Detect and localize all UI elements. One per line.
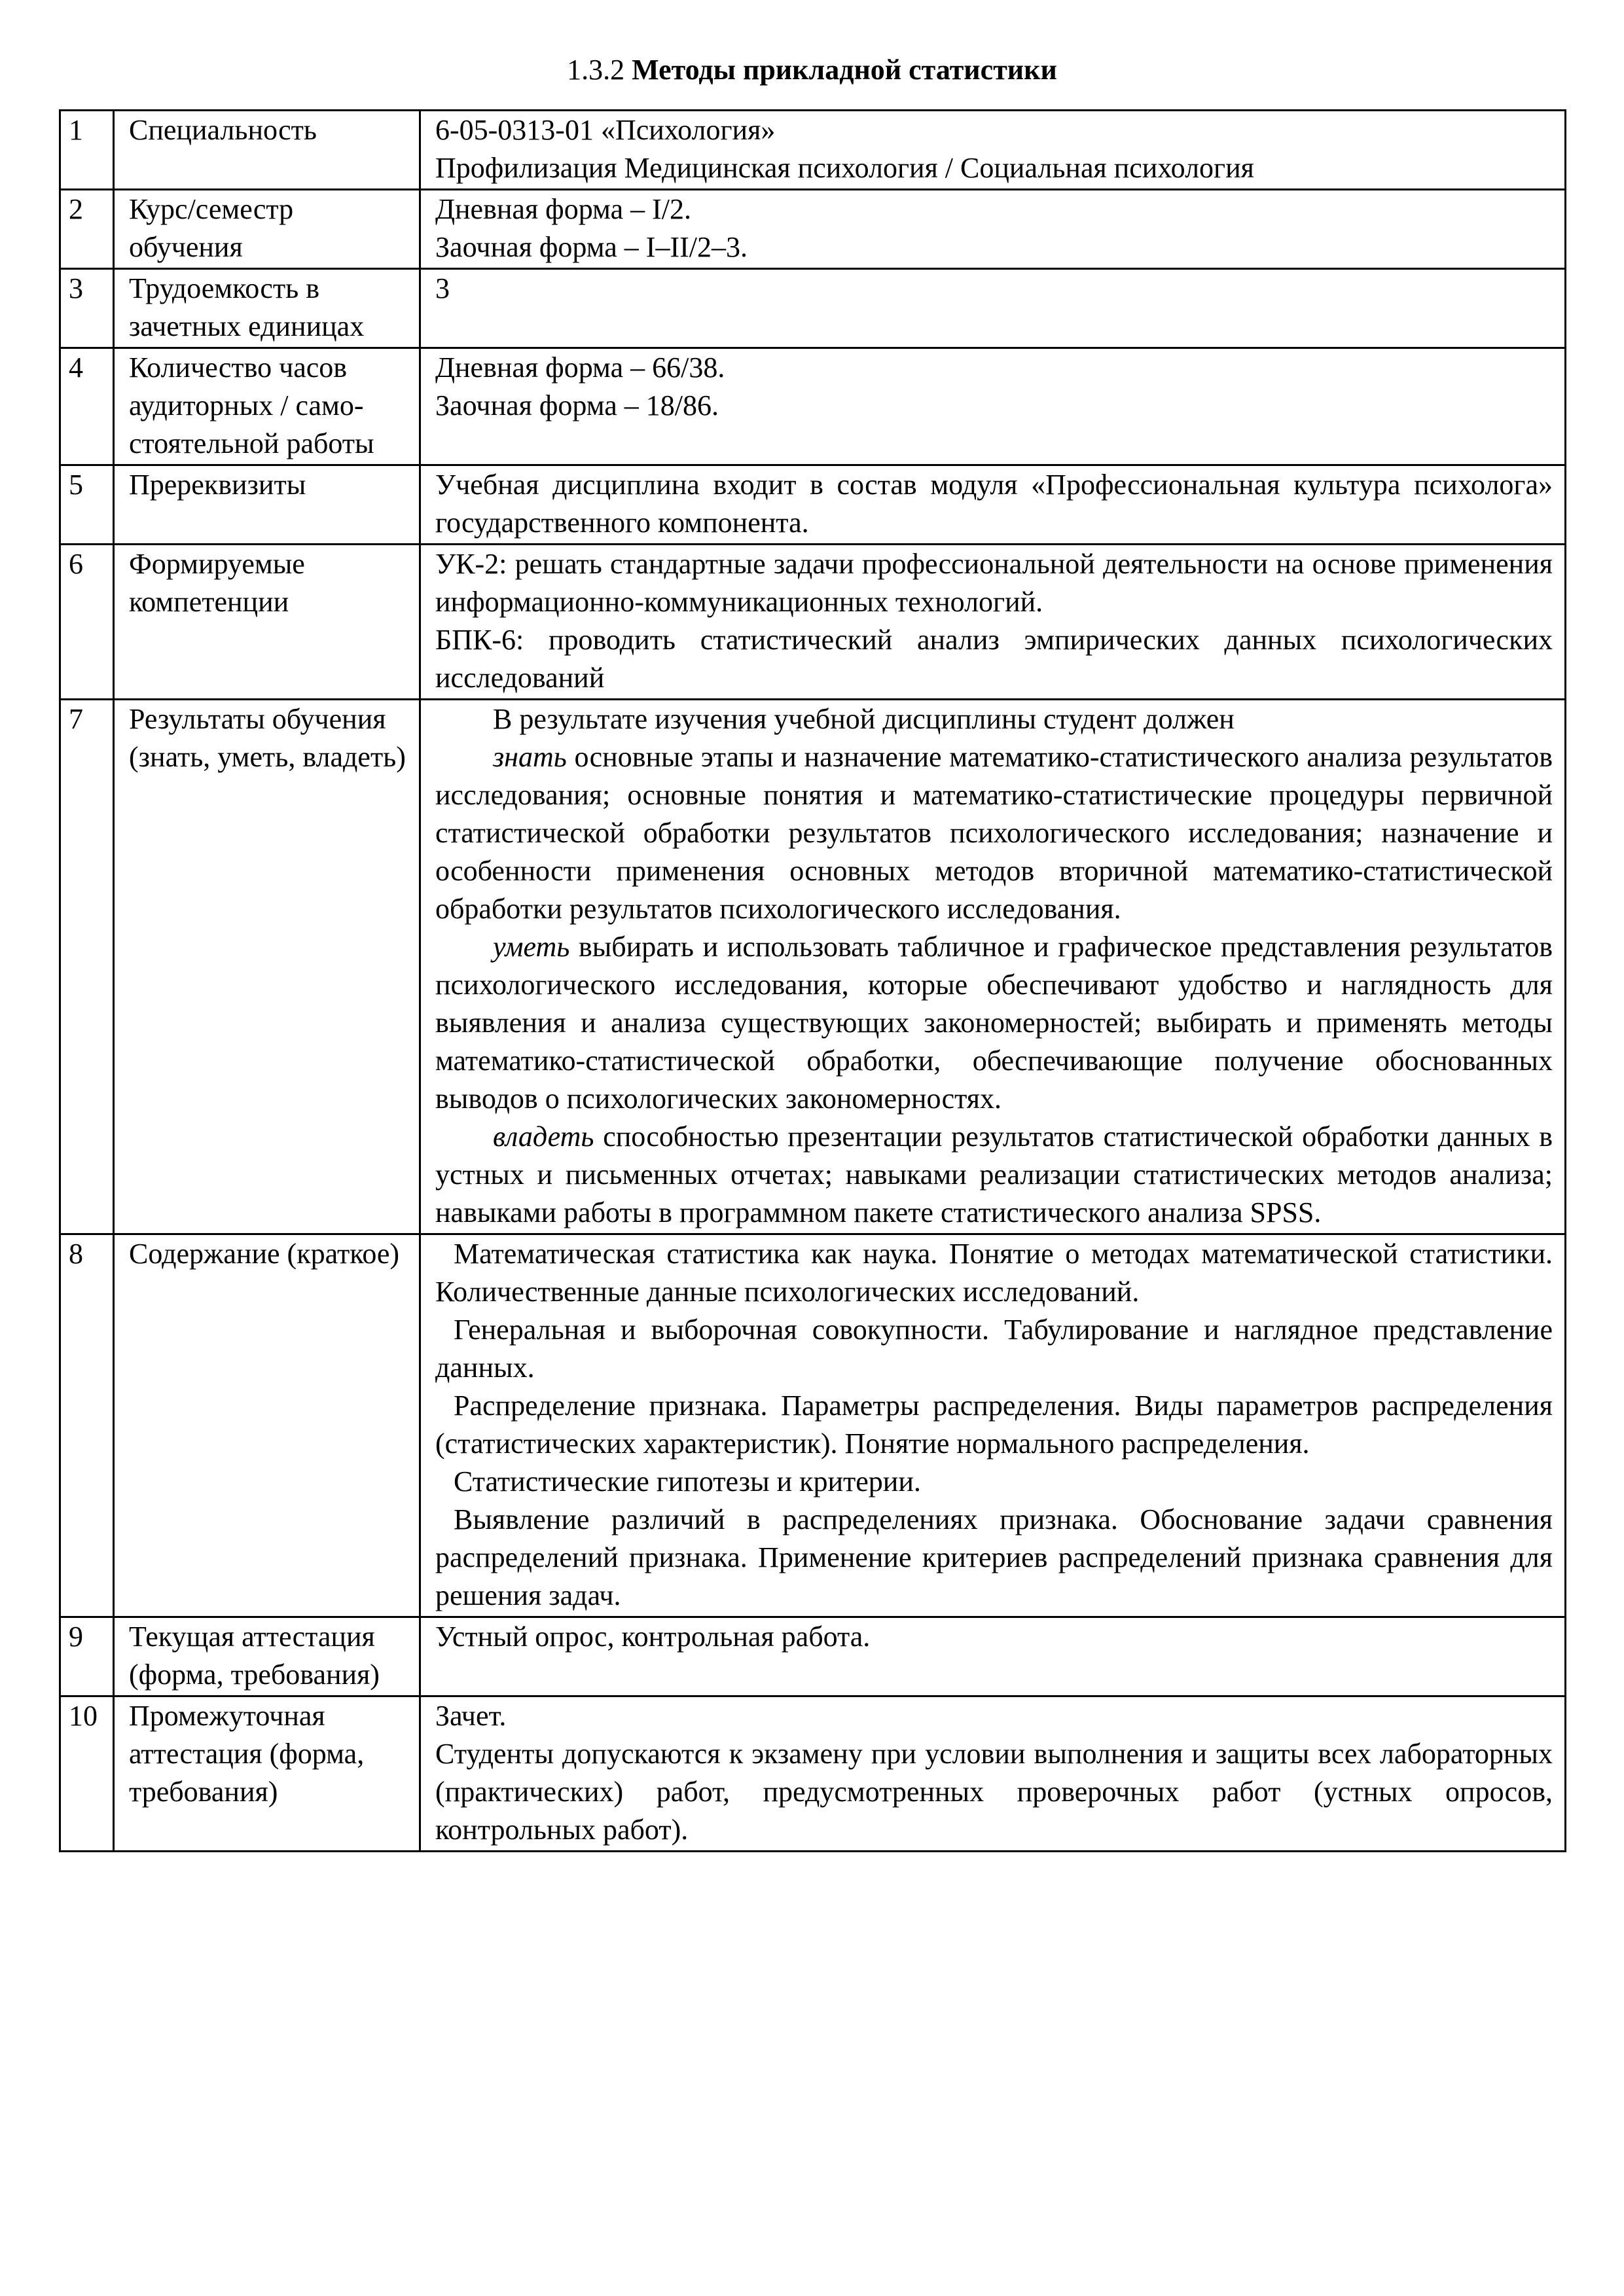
table-row [60,545,1566,700]
row-value [420,465,1566,545]
row-value [420,111,1566,190]
content-paragraph: Статистические гипотезы и критерии. [454,1465,921,1498]
value-line: Учебная дисциплина входит в состав модуля «Профессиональная культура психолога» государственного компонента. [435,469,1553,539]
value-line: Дневная форма – I/2. [435,193,691,225]
value-line: Заочная форма – 18/86. [435,389,719,422]
outcome-know-text: основные этапы и назначение математико-статистического анализа результатов исследования; основные понятия и математико-статистические процедуры первичной статистической обработки результатов психологического исследования; назначение и особенности применения основных методов вторичной математико-статистической обработки результатов психологического исследования. [435,741,1553,925]
row-label: Количество часов аудиторных / само-стоятельной работы [114,348,420,465]
outcome-own-text: способностью презентации результатов статистической обработки данных в устных и письменных отчетах; навыками реализации статистических методов анализа; навыками работы в программном пакете статистического анализа SPSS. [435,1121,1553,1229]
row-value [420,269,1566,348]
row-value [420,1234,1566,1617]
keyword-own: владеть [493,1121,594,1153]
content-paragraph: Распределение признака. Параметры распределения. Виды параметров распределения (статистических характеристик). Понятие нормального распределения. [435,1390,1553,1460]
row-label: Промежуточная аттестация (форма, требования) [114,1696,420,1852]
row-number: 1 [60,111,114,190]
table-row [60,1617,1566,1696]
table-row [60,348,1566,465]
content-paragraph: Генеральная и выборочная совокупности. Табулирование и наглядное представление данных. [435,1314,1553,1384]
row-label: Текущая аттестация (форма, требования) [114,1617,420,1696]
row-number: 9 [60,1617,114,1696]
row-number: 3 [60,269,114,348]
table-row [60,700,1566,1234]
section-name: Методы прикладной статистики [632,54,1057,86]
content-paragraph: Математическая статистика как наука. Понятие о методах математической статистики. Количественные данные психологических исследований. [435,1238,1553,1308]
value-line: Студенты допускаются к экзамену при условии выполнения и защиты всех лабораторных (практических) работ, предусмотренных проверочных работ (устных опросов, контрольных работ). [435,1738,1553,1846]
row-label: Курс/семестр обучения [114,190,420,269]
outcome-know [435,738,1553,928]
content-paragraph: Выявление различий в распределениях признака. Обоснование задачи сравнения распределений признака. Применение критериев распределений признака сравнения для решения задач. [435,1503,1553,1611]
value-line: 6-05-0313-01 «Психология» [435,114,776,146]
row-label: Трудоемкость в зачетных единицах [114,269,420,348]
row-label: Результаты обучения (знать, уметь, владеть) [114,700,420,1234]
table-row [60,190,1566,269]
value-line: Заочная форма – I–II/2–3. [435,231,748,263]
value-line: Дневная форма – 66/38. [435,351,725,384]
row-number: 5 [60,465,114,545]
table-row [60,1234,1566,1617]
competence-bpk6: БПК-6: проводить статистический анализ эмпирических данных психологических исследований [435,624,1553,694]
table-row [60,269,1566,348]
competence-uk2: УК-2: решать стандартные задачи профессиональной деятельности на основе применения информационно-коммуникационных технологий. [435,548,1553,618]
keyword-can: уметь [493,931,570,963]
outcome-own [435,1118,1553,1232]
row-value [420,1696,1566,1852]
row-label: Пререквизиты [114,465,420,545]
discipline-table [59,109,1566,1852]
outcomes-intro: В результате изучения учебной дисциплины студент должен [493,703,1235,735]
row-number: 10 [60,1696,114,1852]
table-row [60,111,1566,190]
keyword-know: знать [493,741,567,773]
outcome-can [435,928,1553,1118]
row-number: 6 [60,545,114,700]
row-number: 8 [60,1234,114,1617]
row-number: 2 [60,190,114,269]
row-number: 7 [60,700,114,1234]
row-value [420,190,1566,269]
table-row [60,465,1566,545]
table-row [60,1696,1566,1852]
value-line: Зачет. [435,1700,507,1732]
value-line: Устный опрос, контрольная работа. [435,1621,871,1653]
row-label: Содержание (краткое) [114,1234,420,1617]
row-label: Специальность [114,111,420,190]
row-value [420,700,1566,1234]
section-number: 1.3.2 [567,54,625,86]
row-number: 4 [60,348,114,465]
page-title [0,51,1624,89]
value-line: Профилизация Медицинская психология / Социальная психология [435,152,1254,184]
value-line: 3 [435,272,450,304]
outcome-can-text: выбирать и использовать табличное и графическое представления результатов психологического исследования, которые обеспечивают удобство и наглядность для выявления и анализа существующих закономерностей; выбирать и применять методы математико-статистической обработки, обеспечивающие получение обоснованных выводов о психологических закономерностях. [435,931,1553,1115]
row-value [420,348,1566,465]
row-value [420,1617,1566,1696]
row-label: Формируемые компетенции [114,545,420,700]
row-value [420,545,1566,700]
